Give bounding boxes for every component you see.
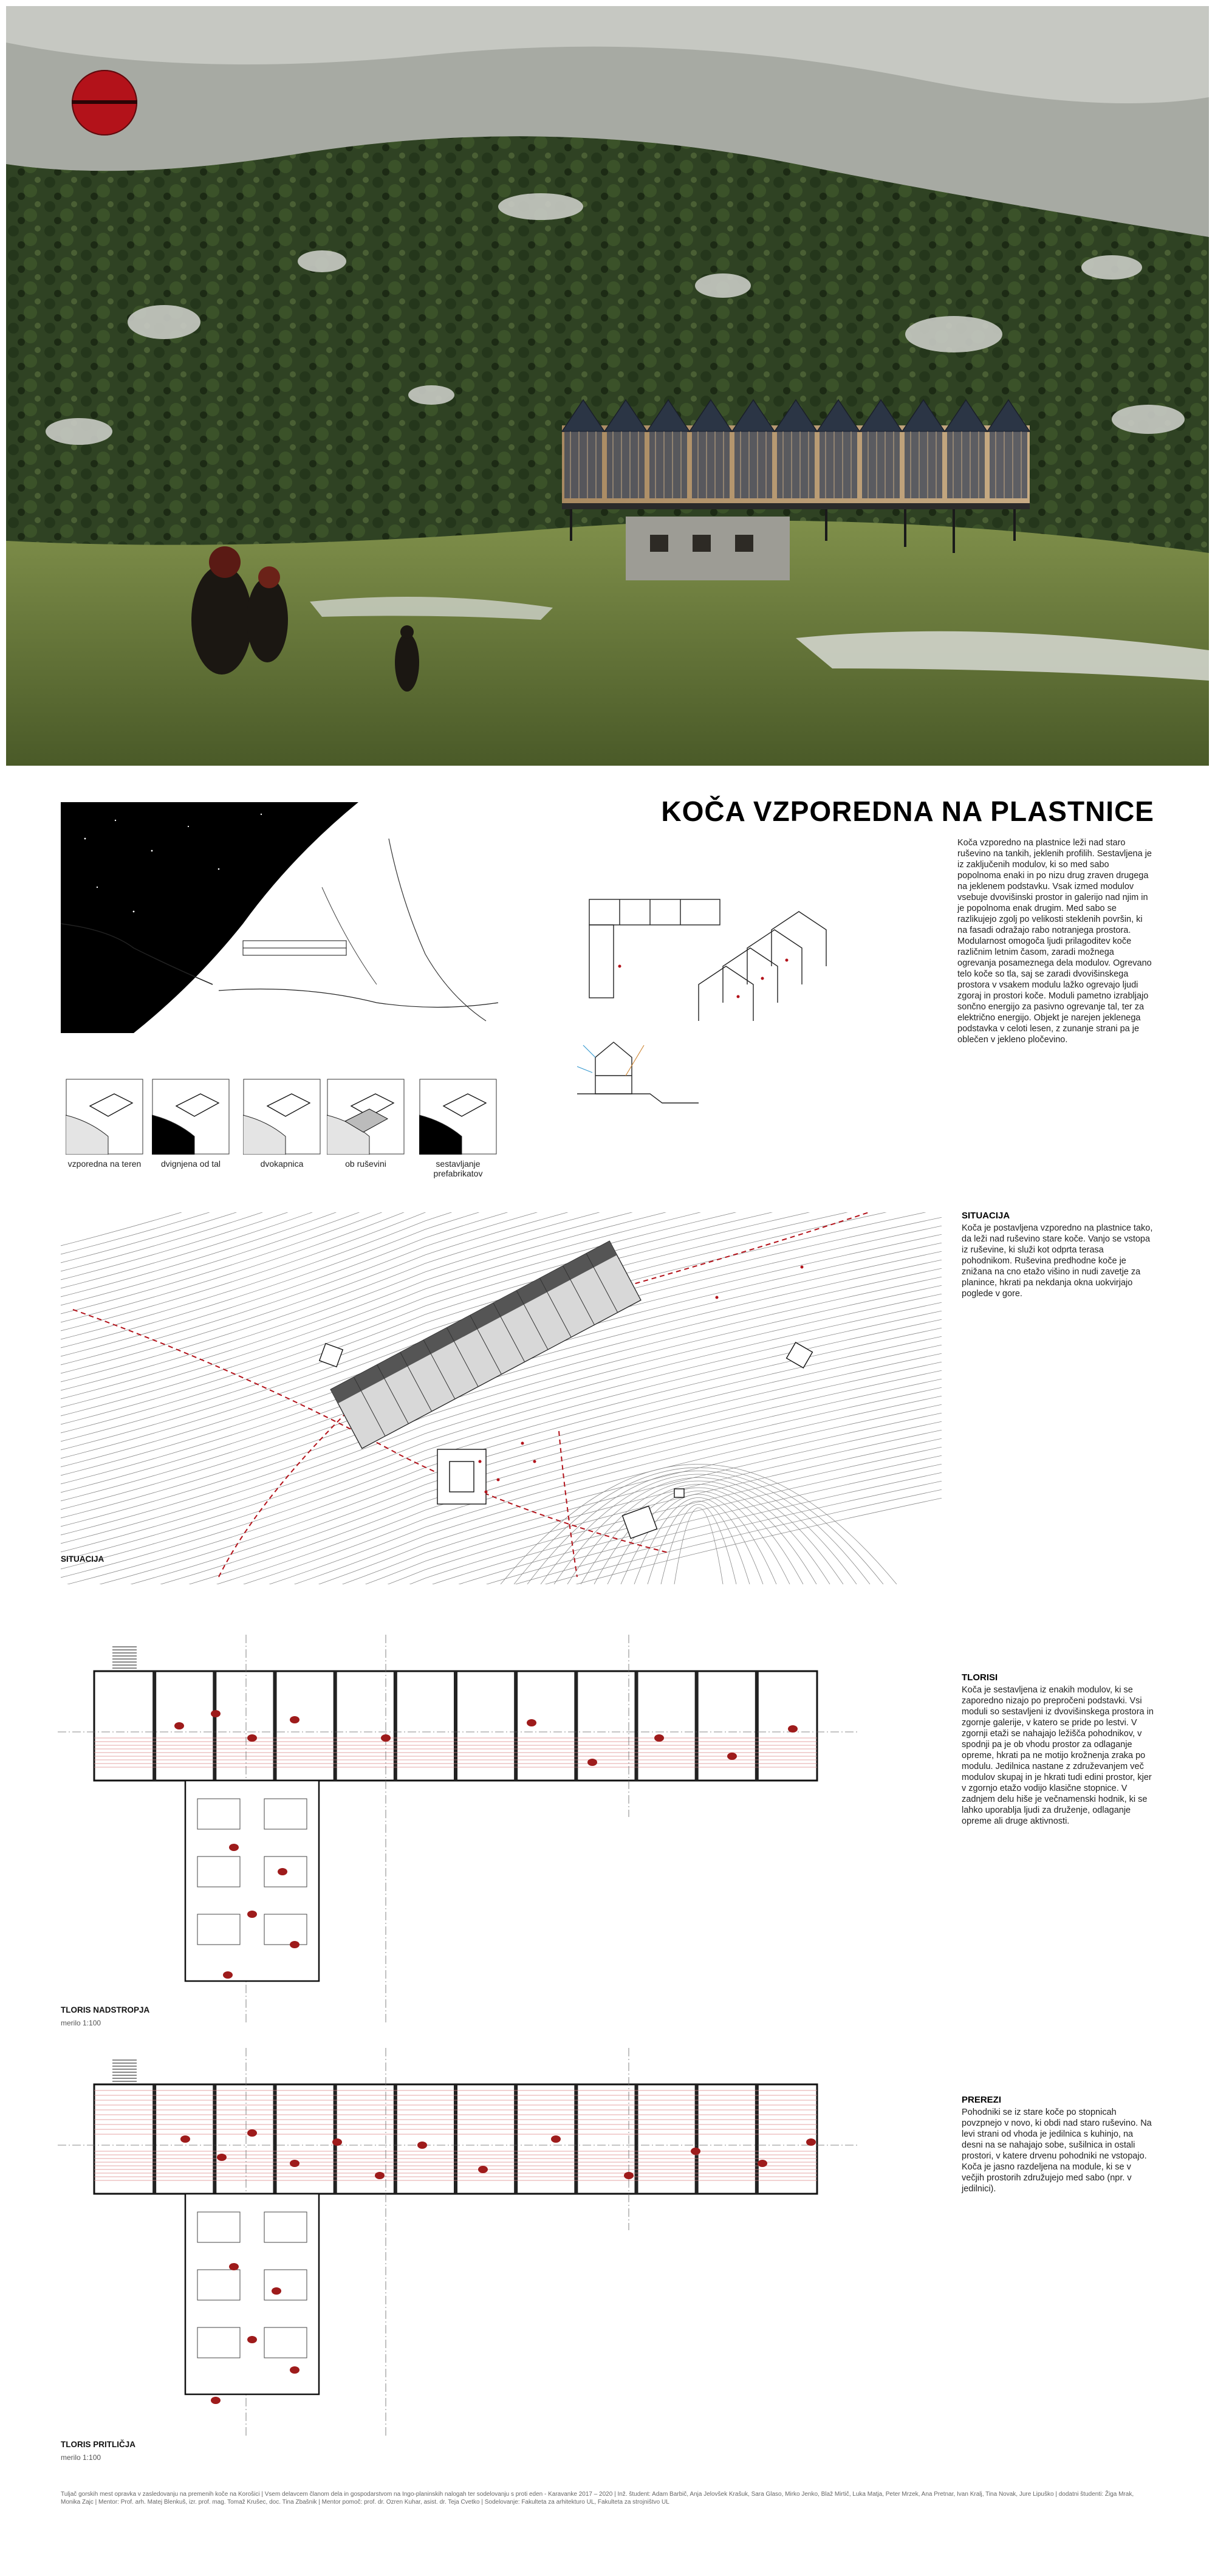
furniture-mark	[417, 2142, 427, 2149]
concept-icon-4	[327, 1079, 405, 1169]
module-wall	[152, 1671, 156, 1781]
furniture-mark	[587, 1759, 597, 1766]
furniture-mark	[654, 1734, 664, 1742]
furniture-mark	[247, 1734, 257, 1742]
module-wall	[574, 1671, 578, 1781]
concept-icon-5	[419, 1079, 497, 1178]
furniture-mark	[211, 2397, 221, 2404]
credits-footer: Tuljač gorskih mest opravka v zasledovanju na premenih koče na Korošici | Vsem delavcem članom dela in gospodarstvom na Ingo-planinskih nalogah ter sodelovanju s proti eden - Karavanke 2017 – 2020 | Inž. študent: Adam Barbič, Anja Jelovšek Krašuk, Sara Glaso, Mirko Jenko, Blaž Mirtič, Luka Matja, Peter Mrzek, Ana Pretnar, Ivan Kralj, Tina Novak, Jure Lipuško | dodatni študenti: Žiga Mrak, Monika Zajc | Mentor: Prof. arh. Matej Blenkuš, izr. prof. mag. Tomaž Krušec, doc. Tina Zbašnik | Mentor pomoč: prof. dr. Ozren Kuhar, asist. dr. Teja Cvetko | Sodelovanje: Fakulteta za arhitekturo UL, Fakulteta za strojništvo UL	[61, 2491, 1134, 2506]
furniture-mark	[624, 2172, 634, 2179]
module-glazing	[564, 431, 602, 498]
module-wall	[695, 2084, 699, 2194]
module-glazing	[777, 431, 815, 498]
module-wall	[394, 1671, 397, 1781]
situacija-block	[962, 1211, 1155, 1299]
furniture-mark	[174, 1722, 184, 1729]
section-diagrams	[577, 893, 863, 1136]
tlorisi-block	[962, 1672, 1155, 1827]
furniture-mark	[758, 2160, 767, 2167]
hero-rendering	[6, 6, 1209, 766]
module-wall	[454, 2084, 457, 2194]
intro-text: Koča vzporedno na plastnice leži nad staro ruševino na tankih, jeklenih profilih. Sestavljena je iz zaključenih modulov, ki so med sabo popolnoma enaki in po nizu drug zraven drugega na jeklenem podstavku. Vsak izmed modulov vsebuje dvovišinski prostor in galerijo nad njim in je popolnoma enak drugim. Med sabo se razlikujejo zgolj po velikosti steklenih površin, ki na fasadi odražajo rabo notranjega prostora. Modularnost omogoča ljudi prilagoditev koče različnim letnim časom, zaradi možnega ogrevanja posameznega dela modulov. Ogrevano telo koče so tla, saj se zaradi dvovišinskega prostora v vsakem modulu lažko ogrevajo ljudi zgoraj in prostori koče. Moduli pametno izrabljajo sončno energijo za pasivno ogrevanje tal, ter za električno energijo. Objekt je narejen jeklenega podstavka v celoti lesen, z zunanje strani pa je oblečen v jekleno pločevino.	[957, 838, 1152, 1045]
stone-ruin-outline	[185, 1781, 319, 1981]
module-glazing	[862, 431, 900, 498]
situacija-text: Koča je postavljena vzporedno na plastnice tako, da leži nad ruševino stare koče. Vanjo se vstopa iz ruševine, ki služi kot odprta terasa pohodnikom. Ruševina predhodne koče je znižana na cno etažo višino in nudi zavetje za planince, hkrati pa nekdanja okna uokvirjajo poglede v gore.	[962, 1223, 1153, 1299]
concept-icon-label: dvokapnica	[260, 1159, 304, 1169]
furniture-mark	[290, 1941, 299, 1948]
module-wall	[755, 2084, 759, 2194]
furniture-mark	[375, 2172, 385, 2179]
furniture-mark	[332, 2138, 342, 2146]
ground-floor-plan-label: TLORIS PRITLIČJA	[61, 2440, 136, 2449]
furniture-mark	[211, 1710, 221, 1717]
site-plan-label: SITUACIJA	[61, 1554, 104, 1564]
furniture-mark	[691, 2148, 700, 2155]
module-wall	[213, 2084, 216, 2194]
mountain-landscape-image	[6, 6, 1209, 766]
concept-icon-3	[243, 1079, 321, 1169]
upper-floor-plan-scale: merilo 1:100	[61, 2019, 101, 2027]
module-glazing	[990, 431, 1027, 498]
module-wall	[755, 1671, 759, 1781]
module-wall	[273, 1671, 277, 1781]
furniture-mark	[290, 2366, 299, 2374]
concept-icon-1	[66, 1079, 143, 1169]
furniture-mark	[381, 1734, 391, 1742]
logo-emblem	[72, 70, 137, 136]
tlorisi-text: Koča je sestavljena iz enakih modulov, ki se zaporedno nizajo po prepročeni podstavki. Vsi moduli so sestavljeni iz dvovišinskega prostora in zgornje galerije, v katero se pride po lestvi. V zgornji etaži se nahajajo ležišča pohodnikov, v spodnji pa je ob vhodu prostor za odlaganje opreme, hkrati pa ne motijo krožnenja zraka po modulu. Jedilnica nastane z združevanjem več modulov skupaj in je hkrati tudi edini prostor, kjer v zgornjo etažo vodijo klasične stopnice. V zadnjem delu hiše je večnamenski hodnik, ki se lahko uporablja ljudi za druženje, odlaganje opreme ali druge aktivnosti.	[962, 1685, 1154, 1826]
module-wall	[514, 2084, 518, 2194]
poster-title: KOČA VZPOREDNA NA PLASTNICE	[661, 795, 1154, 827]
prerezi-text: Pohodniki se iz stare koče po stopnicah povzpnejo v novo, ki obdi nad staro ruševino. Na levi strani od vhoda je jedilnica s kuhinjo, na desni na se nahajajo sobe, sušilnica in ostali prostori, v katere drvenu pohodniki ne vstopajo. Koča je jasno razdeljena na module, ki se v večjih prostorih združujejo med sabo (npr. v jedilnici).	[962, 2107, 1152, 2194]
prerezi-heading: PREREZI	[962, 2095, 1002, 2105]
module-glazing	[905, 431, 942, 498]
module-glazing	[649, 431, 687, 498]
concept-icon-label: vzporedna na teren	[67, 1159, 142, 1169]
concept-icon-label: dvignjena od tal	[160, 1159, 221, 1169]
module-wall	[514, 1671, 518, 1781]
module-glazing	[947, 431, 985, 498]
concept-icon-2	[152, 1079, 230, 1169]
concept-icon-drawing	[243, 1079, 321, 1155]
furniture-mark	[788, 1725, 798, 1733]
module-wall	[635, 1671, 638, 1781]
furniture-mark	[551, 2135, 561, 2143]
prerezi-block	[962, 2095, 1155, 2194]
furniture-mark	[217, 2154, 227, 2161]
module-glazing	[820, 431, 857, 498]
module-wall	[454, 1671, 457, 1781]
furniture-mark	[806, 2138, 816, 2146]
module-wall	[273, 2084, 277, 2194]
module-wall	[334, 1671, 337, 1781]
furniture-mark	[223, 1971, 233, 1979]
module-wall	[152, 2084, 156, 2194]
furniture-mark	[478, 2166, 488, 2173]
module-glazing	[607, 431, 645, 498]
furniture-mark	[247, 2336, 257, 2343]
concept-icon-label: ob ruševini	[345, 1159, 386, 1169]
tlorisi-heading: TLORISI	[962, 1672, 998, 1683]
furniture-mark	[247, 1911, 257, 1918]
module-glazing	[692, 431, 730, 498]
furniture-mark	[272, 2287, 281, 2295]
module-wall	[213, 1671, 216, 1781]
upper-floor-plan-label: TLORIS NADSTROPJA	[61, 2005, 150, 2014]
hut-volume	[562, 400, 1030, 509]
module-glazing	[734, 431, 772, 498]
site-sketch	[61, 802, 501, 1057]
ground-floor-plan-scale: merilo 1:100	[61, 2453, 101, 2462]
furniture-mark	[527, 1719, 536, 1726]
furniture-mark	[290, 2160, 299, 2167]
upper-floor-plan	[58, 1635, 860, 2024]
furniture-mark	[278, 1868, 287, 1875]
furniture-mark	[290, 1716, 299, 1723]
furniture-mark	[727, 1753, 737, 1760]
module-wall	[574, 2084, 578, 2194]
module-wall	[635, 2084, 638, 2194]
furniture-mark	[229, 2263, 239, 2270]
furniture-mark	[229, 1844, 239, 1851]
furniture-mark	[247, 2129, 257, 2137]
stone-ruin-outline	[185, 2194, 319, 2394]
site-plan	[61, 1212, 942, 1584]
situacija-heading: SITUACIJA	[962, 1211, 1010, 1221]
concept-icon-drawing	[152, 1079, 230, 1155]
furniture-mark	[180, 2135, 190, 2143]
module-wall	[394, 2084, 397, 2194]
concept-icon-drawing	[419, 1079, 497, 1155]
concept-icon-drawing	[327, 1079, 405, 1155]
ground-floor-plan	[58, 2048, 860, 2437]
concept-icon-drawing	[66, 1079, 143, 1155]
concept-icon-label: sestavljanje prefabrikatov	[433, 1159, 483, 1178]
module-wall	[695, 1671, 699, 1781]
